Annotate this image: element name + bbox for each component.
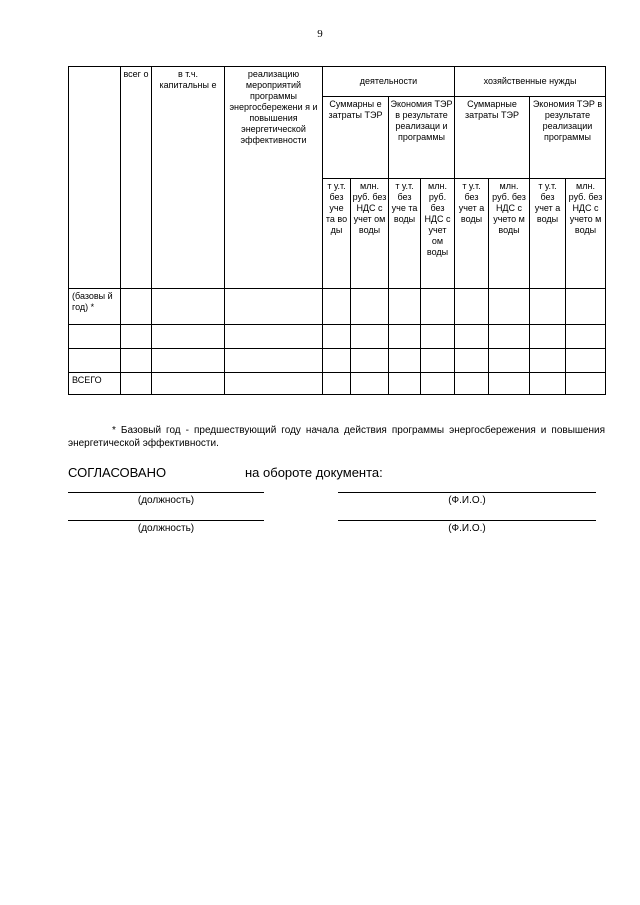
table-cell: [121, 325, 152, 349]
table-cell: [389, 349, 421, 373]
table-cell: [323, 289, 351, 325]
table-cell: [152, 349, 225, 373]
table-cell: [225, 325, 323, 349]
table-cell: [455, 325, 489, 349]
unit-cell: т у.т. без уче та во ды: [323, 179, 351, 289]
table-cell: [530, 325, 566, 349]
table-cell: [351, 289, 389, 325]
name-caption-1: (Ф.И.О.): [448, 495, 486, 506]
table-cell: [152, 325, 225, 349]
name-caption-2: (Ф.И.О.): [448, 523, 486, 534]
table-row: [69, 289, 606, 325]
header-sum-zatraty-2: Суммарные затраты ТЭР: [455, 97, 530, 179]
table-cell: [566, 373, 606, 395]
table-cell: [455, 289, 489, 325]
table-cell: [225, 373, 323, 395]
table-cell: [351, 349, 389, 373]
row-label: [69, 349, 121, 373]
unit-cell: млн. руб. без НДС с учет ом воды: [421, 179, 455, 289]
table-cell: [323, 373, 351, 395]
table-cell: [351, 373, 389, 395]
header-deyatelnosti: деятельности: [323, 67, 455, 97]
row-label-total: ВСЕГО: [69, 373, 121, 395]
table-row: [69, 325, 606, 349]
header-sum-zatraty-1: Суммарны е затраты ТЭР: [323, 97, 389, 179]
header-economy-1: Экономия ТЭР в результате реализаци и программы: [389, 97, 455, 179]
table-cell: [489, 289, 530, 325]
table-cell: [121, 373, 152, 395]
header-realizaciyu: реализацию мероприятий программы энергосбережени я и повышения энергетической эффективности: [225, 67, 323, 289]
unit-cell: т у.т. без учет а воды: [455, 179, 489, 289]
table-cell: [323, 325, 351, 349]
table-cell: [566, 289, 606, 325]
header-hoz-nuzhdy: хозяйственные нужды: [455, 67, 606, 97]
on-back-label: на обороте документа:: [245, 465, 383, 480]
footnote: * Базовый год - предшествующий году начала действия программы энергосбережения и повышения энергетической эффективности.: [68, 425, 605, 449]
table-cell: [225, 289, 323, 325]
table-cell: [421, 325, 455, 349]
table-cell: [225, 349, 323, 373]
header-economy-2: Экономия ТЭР в результате реализации программы: [530, 97, 606, 179]
table-cell: [566, 325, 606, 349]
table-cell: [566, 349, 606, 373]
table-cell: [455, 373, 489, 395]
table-cell: [152, 289, 225, 325]
table-cell: [530, 349, 566, 373]
page-number: 9: [317, 28, 323, 40]
table-cell: [351, 325, 389, 349]
row-label: [69, 325, 121, 349]
table-cell: [152, 373, 225, 395]
table-cell: [389, 325, 421, 349]
name-line-1: [338, 492, 596, 493]
table-cell: [121, 349, 152, 373]
table-cell: [121, 289, 152, 325]
table-cell: [389, 373, 421, 395]
header-vsego: всег о: [121, 67, 152, 289]
table-cell: [489, 349, 530, 373]
energy-savings-table: [68, 66, 606, 395]
table-cell: [389, 289, 421, 325]
table-cell: [421, 289, 455, 325]
table-cell: [421, 373, 455, 395]
position-caption-1: (должность): [137, 495, 195, 506]
table-cell: [530, 373, 566, 395]
table-row: [69, 349, 606, 373]
table-cell: [489, 373, 530, 395]
unit-cell: т у.т. без уче та воды: [389, 179, 421, 289]
header-empty-cell: [69, 67, 121, 289]
name-line-2: [338, 520, 596, 521]
table-row: [69, 373, 606, 395]
unit-cell: млн. руб. без НДС с учето м воды: [489, 179, 530, 289]
row-label: (базовы й год) *: [69, 289, 121, 325]
unit-cell: млн. руб. без НДС с учето м воды: [566, 179, 606, 289]
position-line-1: [68, 492, 264, 493]
position-caption-2: (должность): [137, 523, 195, 534]
table-cell: [323, 349, 351, 373]
table-cell: [455, 349, 489, 373]
table-cell: [489, 325, 530, 349]
position-line-2: [68, 520, 264, 521]
table-cell: [530, 289, 566, 325]
unit-cell: т у.т. без учет а воды: [530, 179, 566, 289]
header-kapitalnye: в т.ч. капитальны е: [152, 67, 225, 289]
table-cell: [421, 349, 455, 373]
unit-cell: млн. руб. без НДС с учет ом воды: [351, 179, 389, 289]
agreed-label: СОГЛАСОВАНО: [68, 465, 167, 480]
